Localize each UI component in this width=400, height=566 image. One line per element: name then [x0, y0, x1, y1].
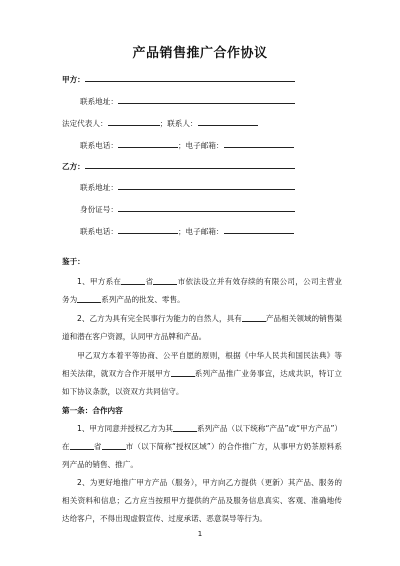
- party-a-contact-label: ；联系人：: [159, 119, 198, 128]
- party-a-address-blank: [118, 95, 295, 104]
- party-b-label: 乙方：: [62, 162, 85, 171]
- page-number: 1: [197, 530, 203, 538]
- party-b-id-blank: [118, 203, 295, 212]
- party-b-phone-blank: [118, 225, 178, 234]
- article-1-heading: 第一条：合作内容: [62, 406, 123, 415]
- party-b-id-row: [80, 203, 295, 215]
- whereas-clause-3: 甲乙双方本着平等协商、公平自愿的原则，根据《中华人民共和国民法典》等相关法律，就双方合作开展甲方 系列产品推广业务事宜，达成共识，特订立如下协议条款，以资双方共同信守。: [62, 351, 343, 396]
- party-a-address-row: [80, 95, 295, 107]
- party-b-address-blank: [118, 181, 295, 190]
- whereas-clause-2: 2、乙方为具有完全民事行为能力的自然人，具有 产品相关领域的销售渠道和潜在客户资源，认同甲方品牌和产品。: [62, 314, 342, 341]
- party-a-blank: [85, 73, 295, 82]
- party-a-phone-label: 联系电话：: [80, 141, 118, 150]
- article-1-clause-1: 1、甲方同意并授权乙方为其 系列产品（以下统称“产品”或“甲方产品”）在 省 市（以下简称“授权区域”）的合作推广方，从事甲方奶茶原料系列产品的销售、推广。: [62, 424, 343, 469]
- party-a-legal-rep-blank: [108, 117, 160, 126]
- party-a-rep-row: [62, 117, 258, 129]
- party-b-phone-row: [80, 225, 294, 237]
- party-a-email-label: ；电子邮箱：: [177, 141, 224, 150]
- party-a-legal-rep-label: 法定代表人：: [62, 119, 108, 128]
- party-a-address-label: 联系地址：: [80, 97, 118, 106]
- party-b-email-blank: [224, 225, 294, 234]
- document-title: 产品销售推广合作协议: [132, 46, 268, 61]
- party-a-label: 甲方：: [62, 75, 85, 84]
- party-b-blank: [85, 160, 295, 169]
- party-b-email-label: ；电子邮箱：: [177, 227, 224, 236]
- party-a-phone-blank: [118, 139, 178, 148]
- party-a-phone-row: [80, 139, 294, 151]
- party-b-address-row: [80, 181, 295, 193]
- party-b-address-label: 联系地址：: [80, 183, 118, 192]
- party-a-contact-blank: [198, 117, 258, 126]
- party-b-id-label: 身份证号：: [80, 205, 118, 214]
- party-b-row: [62, 160, 295, 172]
- party-a-email-blank: [224, 139, 294, 148]
- party-b-phone-label: 联系电话：: [80, 227, 118, 236]
- article-1-clause-2: 2、为更好地推广甲方产品（服务），甲方向乙方提供（更新）其产品、服务的相关资料和信息；乙方应当按照甲方提供的产品及服务信息真实、客观、准确地传达给客户，不得出现虚假宣传、过度承诺、恶意误导等行为。: [62, 478, 342, 523]
- whereas-clause-1: 1、甲方系在 省 市依法设立并有效存续的有限公司，公司主营业务为 系列产品的批发、零售。: [62, 277, 343, 304]
- party-a-row: [62, 73, 295, 85]
- whereas-heading: 鉴于：: [62, 257, 85, 266]
